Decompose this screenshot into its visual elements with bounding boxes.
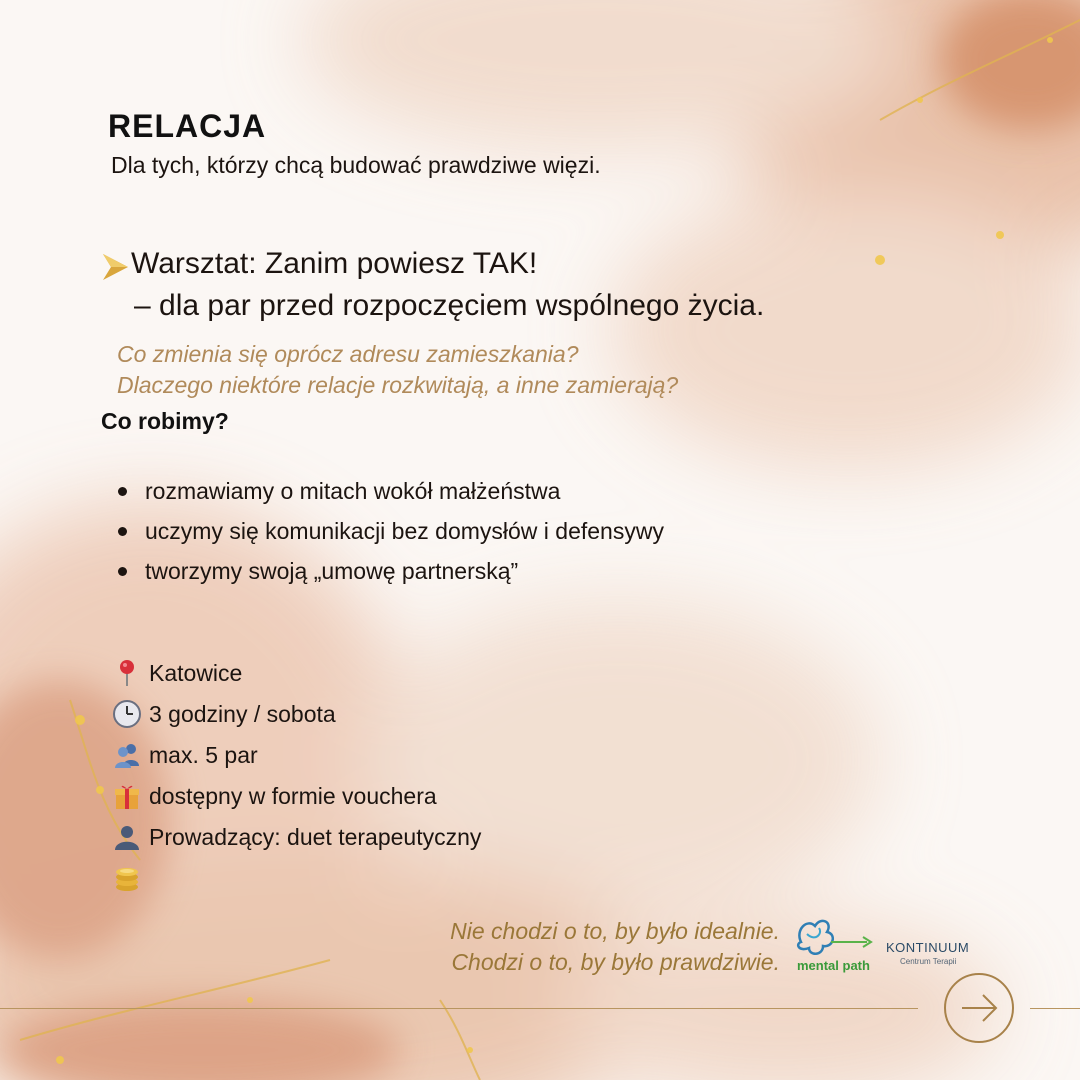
bullet-dot-icon	[118, 567, 127, 576]
activities-heading: Co robimy?	[101, 408, 229, 434]
detail-text: 3 godziny / sobota	[149, 700, 336, 727]
detail-duration	[112, 693, 481, 734]
list-item	[118, 471, 664, 511]
workshop-title: Warsztat: Zanim powiesz TAK!	[131, 247, 538, 280]
detail-text: dostępny w formie vouchera	[149, 782, 437, 809]
person-icon	[112, 822, 142, 852]
bullet-dot-icon	[118, 527, 127, 536]
bullet-dot-icon	[118, 487, 127, 496]
list-item	[118, 551, 664, 591]
pin-icon	[112, 658, 142, 688]
detail-text: max. 5 par	[149, 741, 258, 768]
footer-divider	[1030, 1008, 1080, 1009]
detail-host	[112, 816, 481, 857]
gift-icon	[112, 781, 142, 811]
clock-icon	[112, 699, 142, 729]
footer-divider	[0, 1008, 918, 1009]
next-slide-button[interactable]	[944, 973, 1014, 1043]
arrow-right-icon	[946, 975, 1012, 1041]
kontinuum-logo-text: KONTINUUM	[886, 940, 970, 955]
workshop-subtitle: – dla par przed rozpoczęciem wspólnego życia.	[134, 289, 765, 322]
list-item-text: uczymy się komunikacji bez domysłów i defensywy	[145, 518, 664, 544]
detail-text: Prowadzący: duet terapeutyczny	[149, 823, 482, 850]
arrowhead-bullet-icon	[101, 250, 129, 284]
footer-quote: Chodzi o to, by było prawdziwie.	[451, 949, 780, 975]
detail-voucher	[112, 775, 481, 816]
list-item	[118, 511, 664, 551]
workshop-question: Co zmienia się oprócz adresu zamieszkania?	[117, 341, 579, 367]
footer-quote: Nie chodzi o to, by było idealnie.	[450, 918, 780, 944]
activities-list	[118, 471, 664, 591]
page-subtitle: Dla tych, którzy chcą budować prawdziwe więzi.	[111, 152, 601, 178]
people-icon	[112, 740, 142, 770]
page-title: RELACJA	[108, 108, 267, 144]
detail-text: Katowice	[149, 659, 243, 686]
kontinuum-logo-subtitle: Centrum Terapii	[900, 957, 957, 966]
mental-path-logo-text: mental path	[797, 958, 870, 973]
detail-price	[112, 857, 481, 898]
workshop-question: Dlaczego niektóre relacje rozkwitają, a inne zamierają?	[117, 372, 679, 398]
coins-icon	[112, 863, 142, 893]
list-item-text: tworzymy swoją „umowę partnerską”	[145, 558, 519, 584]
detail-capacity	[112, 734, 481, 775]
workshop-details	[112, 652, 481, 898]
detail-location	[112, 652, 481, 693]
list-item-text: rozmawiamy o mitach wokół małżeństwa	[145, 478, 561, 504]
